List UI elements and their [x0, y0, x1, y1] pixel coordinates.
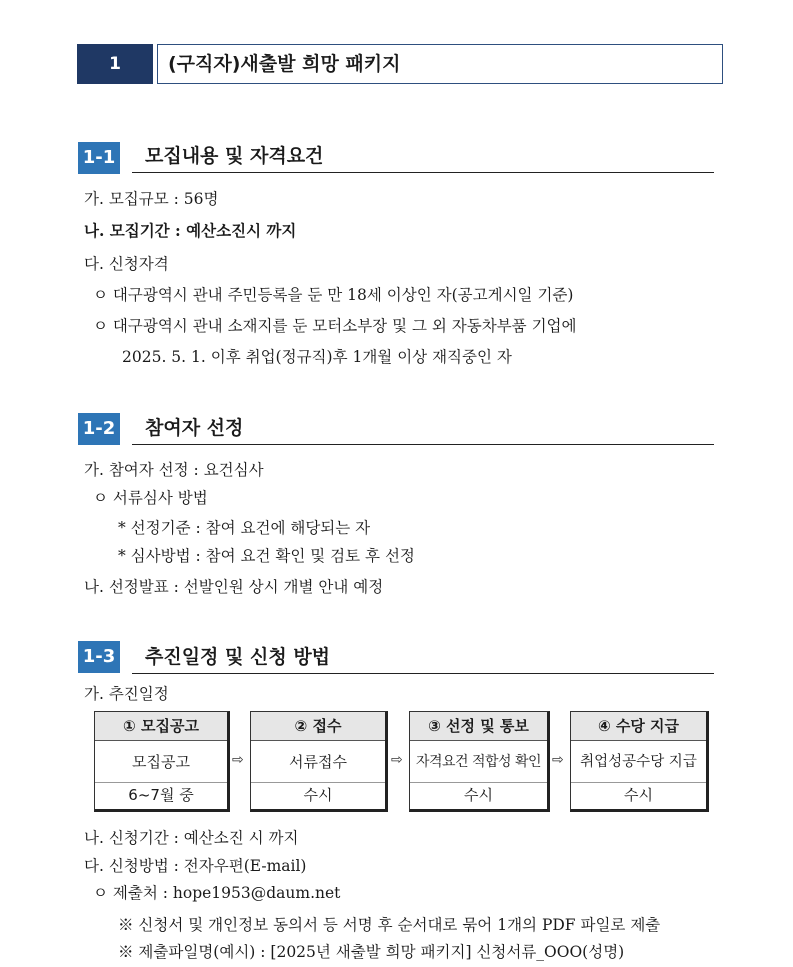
section-underline [132, 444, 714, 445]
step-task: 모집공고 [95, 741, 227, 783]
step-task: 서류접수 [251, 741, 385, 783]
section-title-1-1: 모집내용 및 자격요건 [145, 145, 324, 167]
section-underline [132, 172, 714, 173]
step-task: 자격요건 적합성 확인 [410, 741, 547, 783]
section-number-1-2: 1-2 [78, 413, 120, 445]
section-title-1-2: 참여자 선정 [145, 417, 244, 439]
selection-method: 가. 참여자 선정 : 요건심사 [84, 461, 264, 479]
step-timing: 수시 [624, 786, 653, 804]
process-step-1 [94, 711, 230, 812]
process-step-2 [250, 711, 388, 812]
application-method: 다. 신청방법 : 전자우편(E-mail) [84, 857, 307, 875]
step-title: ④ 수당 지급 [571, 712, 706, 741]
review-method: * 심사방법 : 참여 요건 확인 및 검토 후 선정 [118, 547, 415, 565]
step-timing: 수시 [464, 786, 493, 804]
selection-criteria: * 선정기준 : 참여 요건에 해당되는 자 [118, 519, 371, 537]
process-step-4 [570, 711, 709, 812]
eligibility-item-1: ㅇ 대구광역시 관내 주민등록을 둔 만 18세 이상인 자(공고게시일 기준) [93, 286, 574, 304]
section-number-1-1: 1-1 [78, 142, 120, 174]
section-title-1-3: 추진일정 및 신청 방법 [145, 646, 331, 668]
right-arrow-icon: ⇨ [552, 752, 564, 768]
recruit-size: 가. 모집규모 : 56명 [84, 190, 219, 208]
selection-announcement: 나. 선정발표 : 선발인원 상시 개별 안내 예정 [84, 578, 384, 596]
step-timing: 6~7월 중 [128, 786, 194, 804]
step-title: ② 접수 [251, 712, 385, 741]
eligibility-heading: 다. 신청자격 [84, 255, 169, 273]
section-underline [132, 673, 714, 674]
schedule-heading: 가. 추진일정 [84, 685, 169, 703]
section-number-1-3: 1-3 [78, 641, 120, 673]
submission-note-1: ※ 신청서 및 개인정보 동의서 등 서명 후 순서대로 묶어 1개의 PDF 파일로 제출 [118, 916, 661, 934]
right-arrow-icon: ⇨ [232, 752, 244, 768]
submission-email: ㅇ 제출처 : hope1953@daum.net [93, 884, 341, 902]
document-review-heading: ㅇ 서류심사 방법 [93, 489, 208, 507]
submission-note-2: ※ 제출파일명(예시) : [2025년 새출발 희망 패키지] 신청서류_OOO(성명) [118, 943, 625, 961]
step-title: ① 모집공고 [95, 712, 227, 741]
step-timing: 수시 [303, 786, 333, 804]
application-period: 나. 신청기간 : 예산소진 시 까지 [84, 829, 299, 847]
step-task: 취업성공수당 지급 [571, 741, 706, 783]
process-step-3 [409, 711, 550, 812]
step-title: ③ 선정 및 통보 [410, 712, 547, 741]
right-arrow-icon: ⇨ [391, 752, 403, 768]
document-title: (구직자)새출발 희망 패키지 [157, 44, 723, 84]
eligibility-item-2: ㅇ 대구광역시 관내 소재지를 둔 모터소부장 및 그 외 자동차부품 기업에 [93, 317, 577, 335]
document-number: 1 [77, 44, 153, 84]
recruit-period: 나. 모집기간 : 예산소진시 까지 [84, 221, 297, 240]
eligibility-item-2-cont: 2025. 5. 1. 이후 취업(정규직)후 1개월 이상 재직중인 자 [122, 348, 512, 366]
